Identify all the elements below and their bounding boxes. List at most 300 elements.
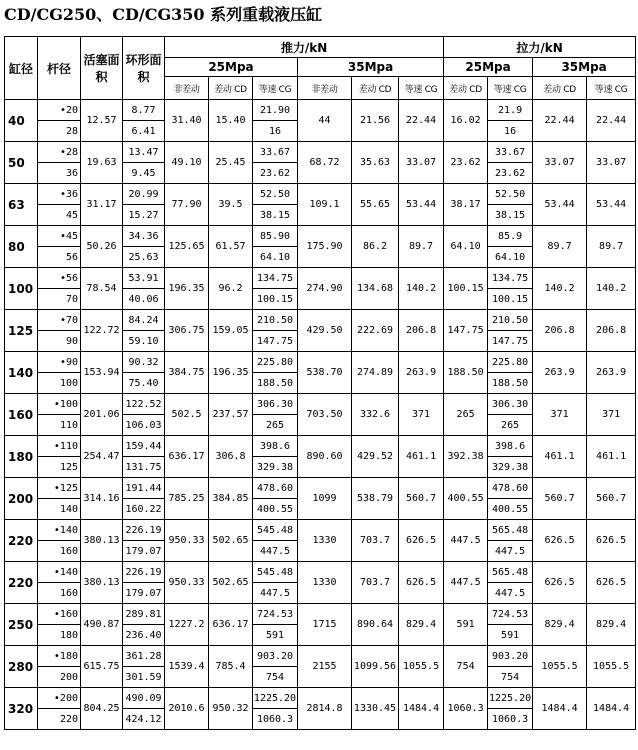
thrust-35-non-diff-cell: 2155	[298, 646, 352, 688]
annulus-area-cell: 179.07	[123, 541, 165, 562]
annulus-area-cell: 490.09	[123, 688, 165, 709]
thrust-25-eq-cg-cell: 903.20	[253, 646, 298, 667]
pull-35-diff-cd-cell: 626.5	[533, 562, 587, 604]
annulus-area-cell: 25.63	[123, 247, 165, 268]
header-pull: 拉力/kN	[444, 37, 636, 58]
thrust-25-eq-cg-cell: 754	[253, 667, 298, 688]
thrust-25-non-diff-cell: 49.10	[165, 142, 209, 184]
thrust-35-diff-cd-cell: 703.7	[352, 562, 399, 604]
thrust-35-diff-cd-cell: 1099.56	[352, 646, 399, 688]
thrust-35-eq-cg-cell: 1484.4	[399, 688, 444, 730]
piston-area-cell: 804.25	[81, 688, 123, 730]
thrust-25-eq-cg-cell: 478.60	[253, 478, 298, 499]
table-row	[5, 268, 636, 289]
rod-cell: •90	[38, 352, 81, 373]
pull-25-eq-cg-cell: 23.62	[488, 163, 533, 184]
pull-25-diff-cd-cell: 400.55	[444, 478, 488, 520]
table-row	[5, 562, 636, 583]
thrust-25-non-diff-cell: 950.33	[165, 562, 209, 604]
header-p35-diff-cd: 差动 CD	[533, 77, 587, 100]
thrust-25-diff-cd-cell: 306.8	[209, 436, 253, 478]
annulus-area-cell: 131.75	[123, 457, 165, 478]
thrust-35-diff-cd-cell: 429.52	[352, 436, 399, 478]
thrust-35-non-diff-cell: 1330	[298, 562, 352, 604]
thrust-35-eq-cg-cell: 461.1	[399, 436, 444, 478]
table-row	[5, 100, 636, 121]
table-row	[5, 688, 636, 709]
pull-35-eq-cg-cell: 1055.5	[587, 646, 636, 688]
pull-35-diff-cd-cell: 626.5	[533, 520, 587, 562]
bore-cell: 280	[5, 646, 38, 688]
thrust-25-non-diff-cell: 950.33	[165, 520, 209, 562]
rod-cell: •56	[38, 268, 81, 289]
thrust-25-diff-cd-cell: 196.35	[209, 352, 253, 394]
pull-35-eq-cg-cell: 371	[587, 394, 636, 436]
pull-25-diff-cd-cell: 265	[444, 394, 488, 436]
table-row	[5, 604, 636, 625]
thrust-25-diff-cd-cell: 785.4	[209, 646, 253, 688]
rod-cell: •180	[38, 646, 81, 667]
thrust-25-eq-cg-cell: 447.5	[253, 583, 298, 604]
annulus-area-cell: 289.81	[123, 604, 165, 625]
pull-35-eq-cg-cell: 1484.4	[587, 688, 636, 730]
bore-cell: 200	[5, 478, 38, 520]
header-annulus-area: 环形面积	[123, 37, 165, 100]
table-row	[5, 226, 636, 247]
thrust-25-eq-cg-cell: 225.80	[253, 352, 298, 373]
thrust-25-diff-cd-cell: 25.45	[209, 142, 253, 184]
rod-cell: •140	[38, 562, 81, 583]
table-row	[5, 310, 636, 331]
thrust-25-diff-cd-cell: 61.57	[209, 226, 253, 268]
pull-25-eq-cg-cell: 134.75	[488, 268, 533, 289]
thrust-25-eq-cg-cell: 447.5	[253, 541, 298, 562]
thrust-25-non-diff-cell: 306.75	[165, 310, 209, 352]
rod-cell: •110	[38, 436, 81, 457]
pull-25-diff-cd-cell: 147.75	[444, 310, 488, 352]
thrust-35-eq-cg-cell: 371	[399, 394, 444, 436]
thrust-25-eq-cg-cell: 306.30	[253, 394, 298, 415]
thrust-25-diff-cd-cell: 15.40	[209, 100, 253, 142]
pull-25-eq-cg-cell: 64.10	[488, 247, 533, 268]
pull-35-eq-cg-cell: 22.44	[587, 100, 636, 142]
page-title: CD/CG250、CD/CG350 系列重载液压缸	[4, 5, 323, 24]
pull-35-diff-cd-cell: 371	[533, 394, 587, 436]
thrust-25-non-diff-cell: 31.40	[165, 100, 209, 142]
thrust-25-eq-cg-cell: 16	[253, 121, 298, 142]
rod-cell: •140	[38, 520, 81, 541]
header-t25-eq-cg: 等速 CG	[253, 77, 298, 100]
thrust-35-diff-cd-cell: 538.79	[352, 478, 399, 520]
header-t25-diff-cd: 差动 CD	[209, 77, 253, 100]
pull-25-eq-cg-cell: 903.20	[488, 646, 533, 667]
annulus-area-cell: 226.19	[123, 520, 165, 541]
annulus-area-cell: 15.27	[123, 205, 165, 226]
piston-area-cell: 78.54	[81, 268, 123, 310]
thrust-25-eq-cg-cell: 591	[253, 625, 298, 646]
thrust-25-eq-cg-cell: 147.75	[253, 331, 298, 352]
pull-35-eq-cg-cell: 626.5	[587, 562, 636, 604]
thrust-35-diff-cd-cell: 55.65	[352, 184, 399, 226]
rod-cell: 160	[38, 541, 81, 562]
thrust-25-eq-cg-cell: 545.48	[253, 562, 298, 583]
annulus-area-cell: 20.99	[123, 184, 165, 205]
thrust-25-non-diff-cell: 785.25	[165, 478, 209, 520]
pull-25-diff-cd-cell: 188.50	[444, 352, 488, 394]
bore-cell: 63	[5, 184, 38, 226]
rod-cell: •20	[38, 100, 81, 121]
pull-25-eq-cg-cell: 16	[488, 121, 533, 142]
pull-25-eq-cg-cell: 225.80	[488, 352, 533, 373]
pull-35-diff-cd-cell: 1055.5	[533, 646, 587, 688]
bore-cell: 180	[5, 436, 38, 478]
annulus-area-cell: 40.06	[123, 289, 165, 310]
rod-cell: 125	[38, 457, 81, 478]
thrust-25-eq-cg-cell: 100.15	[253, 289, 298, 310]
pull-35-eq-cg-cell: 626.5	[587, 520, 636, 562]
pull-25-eq-cg-cell: 447.5	[488, 583, 533, 604]
thrust-25-eq-cg-cell: 724.53	[253, 604, 298, 625]
thrust-25-diff-cd-cell: 159.05	[209, 310, 253, 352]
piston-area-cell: 31.17	[81, 184, 123, 226]
header-pull-25mpa: 25Mpa	[444, 58, 533, 77]
thrust-35-diff-cd-cell: 890.64	[352, 604, 399, 646]
pull-25-eq-cg-cell: 33.67	[488, 142, 533, 163]
thrust-35-non-diff-cell: 274.90	[298, 268, 352, 310]
annulus-area-cell: 179.07	[123, 583, 165, 604]
thrust-35-non-diff-cell: 538.70	[298, 352, 352, 394]
cylinder-spec-table	[4, 36, 636, 730]
header-t25-non-diff: 非差动	[165, 77, 209, 100]
thrust-25-eq-cg-cell: 85.90	[253, 226, 298, 247]
thrust-25-non-diff-cell: 1539.4	[165, 646, 209, 688]
pull-25-eq-cg-cell: 478.60	[488, 478, 533, 499]
annulus-area-cell: 301.59	[123, 667, 165, 688]
header-p35-eq-cg: 等速 CG	[587, 77, 636, 100]
annulus-area-cell: 160.22	[123, 499, 165, 520]
rod-cell: •28	[38, 142, 81, 163]
thrust-35-diff-cd-cell: 21.56	[352, 100, 399, 142]
thrust-25-eq-cg-cell: 210.50	[253, 310, 298, 331]
pull-25-eq-cg-cell: 52.50	[488, 184, 533, 205]
rod-cell: 160	[38, 583, 81, 604]
table-row	[5, 478, 636, 499]
pull-35-eq-cg-cell: 263.9	[587, 352, 636, 394]
annulus-area-cell: 122.52	[123, 394, 165, 415]
thrust-35-eq-cg-cell: 22.44	[399, 100, 444, 142]
rod-cell: 70	[38, 289, 81, 310]
annulus-area-cell: 84.24	[123, 310, 165, 331]
pull-25-diff-cd-cell: 754	[444, 646, 488, 688]
thrust-25-eq-cg-cell: 38.15	[253, 205, 298, 226]
pull-35-diff-cd-cell: 206.8	[533, 310, 587, 352]
rod-cell: •200	[38, 688, 81, 709]
piston-area-cell: 380.13	[81, 562, 123, 604]
pull-35-diff-cd-cell: 263.9	[533, 352, 587, 394]
annulus-area-cell: 59.10	[123, 331, 165, 352]
bore-cell: 140	[5, 352, 38, 394]
thrust-35-eq-cg-cell: 626.5	[399, 520, 444, 562]
pull-25-diff-cd-cell: 591	[444, 604, 488, 646]
annulus-area-cell: 191.44	[123, 478, 165, 499]
piston-area-cell: 615.75	[81, 646, 123, 688]
pull-35-diff-cd-cell: 140.2	[533, 268, 587, 310]
thrust-25-diff-cd-cell: 96.2	[209, 268, 253, 310]
pull-35-diff-cd-cell: 22.44	[533, 100, 587, 142]
thrust-35-diff-cd-cell: 274.89	[352, 352, 399, 394]
pull-25-eq-cg-cell: 329.38	[488, 457, 533, 478]
pull-35-diff-cd-cell: 53.44	[533, 184, 587, 226]
pull-25-diff-cd-cell: 447.5	[444, 520, 488, 562]
thrust-35-non-diff-cell: 2814.8	[298, 688, 352, 730]
pull-25-eq-cg-cell: 1225.20	[488, 688, 533, 709]
pull-25-diff-cd-cell: 100.15	[444, 268, 488, 310]
rod-cell: •36	[38, 184, 81, 205]
header-pull-35mpa: 35Mpa	[533, 58, 636, 77]
bore-cell: 40	[5, 100, 38, 142]
piston-area-cell: 19.63	[81, 142, 123, 184]
piston-area-cell: 153.94	[81, 352, 123, 394]
bore-cell: 80	[5, 226, 38, 268]
thrust-35-non-diff-cell: 68.72	[298, 142, 352, 184]
pull-25-eq-cg-cell: 724.53	[488, 604, 533, 625]
pull-25-eq-cg-cell: 210.50	[488, 310, 533, 331]
thrust-35-eq-cg-cell: 140.2	[399, 268, 444, 310]
table-header	[5, 37, 636, 100]
thrust-25-eq-cg-cell: 1060.3	[253, 709, 298, 730]
rod-cell: 56	[38, 247, 81, 268]
thrust-35-diff-cd-cell: 703.7	[352, 520, 399, 562]
annulus-area-cell: 75.40	[123, 373, 165, 394]
pull-25-diff-cd-cell: 64.10	[444, 226, 488, 268]
piston-area-cell: 490.87	[81, 604, 123, 646]
header-p25-diff-cd: 差动 CD	[444, 77, 488, 100]
thrust-35-diff-cd-cell: 222.69	[352, 310, 399, 352]
annulus-area-cell: 236.40	[123, 625, 165, 646]
rod-cell: 200	[38, 667, 81, 688]
thrust-35-diff-cd-cell: 86.2	[352, 226, 399, 268]
pull-25-diff-cd-cell: 23.62	[444, 142, 488, 184]
thrust-25-non-diff-cell: 2010.6	[165, 688, 209, 730]
piston-area-cell: 254.47	[81, 436, 123, 478]
bore-cell: 320	[5, 688, 38, 730]
pull-35-diff-cd-cell: 89.7	[533, 226, 587, 268]
rod-cell: 180	[38, 625, 81, 646]
rod-cell: 110	[38, 415, 81, 436]
annulus-area-cell: 226.19	[123, 562, 165, 583]
table-row	[5, 520, 636, 541]
table-row	[5, 646, 636, 667]
thrust-25-diff-cd-cell: 636.17	[209, 604, 253, 646]
pull-25-eq-cg-cell: 400.55	[488, 499, 533, 520]
header-thrust-35mpa: 35Mpa	[298, 58, 444, 77]
rod-cell: 28	[38, 121, 81, 142]
header-p25-eq-cg: 等速 CG	[488, 77, 533, 100]
bore-cell: 100	[5, 268, 38, 310]
pull-25-eq-cg-cell: 447.5	[488, 541, 533, 562]
pull-25-eq-cg-cell: 565.48	[488, 562, 533, 583]
annulus-area-cell: 106.03	[123, 415, 165, 436]
thrust-35-non-diff-cell: 703.50	[298, 394, 352, 436]
bore-cell: 250	[5, 604, 38, 646]
header-t35-non-diff: 非差动	[298, 77, 352, 100]
pull-25-eq-cg-cell: 1060.3	[488, 709, 533, 730]
pull-35-diff-cd-cell: 33.07	[533, 142, 587, 184]
pull-25-eq-cg-cell: 100.15	[488, 289, 533, 310]
thrust-35-eq-cg-cell: 53.44	[399, 184, 444, 226]
thrust-25-diff-cd-cell: 237.57	[209, 394, 253, 436]
header-bore: 缸径	[5, 37, 38, 100]
pull-35-eq-cg-cell: 89.7	[587, 226, 636, 268]
thrust-35-non-diff-cell: 175.90	[298, 226, 352, 268]
bore-cell: 160	[5, 394, 38, 436]
table-row	[5, 142, 636, 163]
piston-area-cell: 314.16	[81, 478, 123, 520]
table-row	[5, 352, 636, 373]
annulus-area-cell: 34.36	[123, 226, 165, 247]
thrust-35-non-diff-cell: 429.50	[298, 310, 352, 352]
annulus-area-cell: 8.77	[123, 100, 165, 121]
header-piston-area: 活塞面积	[81, 37, 123, 100]
thrust-25-eq-cg-cell: 52.50	[253, 184, 298, 205]
thrust-25-non-diff-cell: 196.35	[165, 268, 209, 310]
thrust-25-non-diff-cell: 384.75	[165, 352, 209, 394]
rod-cell: •160	[38, 604, 81, 625]
rod-cell: 100	[38, 373, 81, 394]
annulus-area-cell: 6.41	[123, 121, 165, 142]
thrust-35-non-diff-cell: 109.1	[298, 184, 352, 226]
annulus-area-cell: 13.47	[123, 142, 165, 163]
rod-cell: •70	[38, 310, 81, 331]
pull-35-eq-cg-cell: 140.2	[587, 268, 636, 310]
thrust-25-eq-cg-cell: 23.62	[253, 163, 298, 184]
rod-cell: 140	[38, 499, 81, 520]
pull-25-eq-cg-cell: 265	[488, 415, 533, 436]
thrust-25-eq-cg-cell: 188.50	[253, 373, 298, 394]
thrust-35-eq-cg-cell: 33.07	[399, 142, 444, 184]
pull-25-eq-cg-cell: 21.9	[488, 100, 533, 121]
thrust-25-eq-cg-cell: 1225.20	[253, 688, 298, 709]
rod-cell: 45	[38, 205, 81, 226]
rod-cell: •45	[38, 226, 81, 247]
thrust-35-eq-cg-cell: 263.9	[399, 352, 444, 394]
header-rod: 杆径	[38, 37, 81, 100]
thrust-35-eq-cg-cell: 1055.5	[399, 646, 444, 688]
thrust-25-non-diff-cell: 125.65	[165, 226, 209, 268]
pull-25-eq-cg-cell: 591	[488, 625, 533, 646]
thrust-35-eq-cg-cell: 829.4	[399, 604, 444, 646]
annulus-area-cell: 9.45	[123, 163, 165, 184]
thrust-25-diff-cd-cell: 502.65	[209, 562, 253, 604]
pull-25-diff-cd-cell: 16.02	[444, 100, 488, 142]
pull-35-eq-cg-cell: 560.7	[587, 478, 636, 520]
pull-25-eq-cg-cell: 565.48	[488, 520, 533, 541]
thrust-25-non-diff-cell: 636.17	[165, 436, 209, 478]
pull-35-eq-cg-cell: 829.4	[587, 604, 636, 646]
piston-area-cell: 122.72	[81, 310, 123, 352]
header-thrust-25mpa: 25Mpa	[165, 58, 298, 77]
rod-cell: •125	[38, 478, 81, 499]
table-body	[5, 100, 636, 730]
thrust-35-eq-cg-cell: 89.7	[399, 226, 444, 268]
piston-area-cell: 201.06	[81, 394, 123, 436]
bore-cell: 220	[5, 562, 38, 604]
pull-35-eq-cg-cell: 461.1	[587, 436, 636, 478]
thrust-25-diff-cd-cell: 502.65	[209, 520, 253, 562]
pull-25-eq-cg-cell: 38.15	[488, 205, 533, 226]
pull-35-diff-cd-cell: 461.1	[533, 436, 587, 478]
thrust-25-eq-cg-cell: 33.67	[253, 142, 298, 163]
annulus-area-cell: 53.91	[123, 268, 165, 289]
thrust-35-non-diff-cell: 1715	[298, 604, 352, 646]
thrust-25-diff-cd-cell: 384.85	[209, 478, 253, 520]
thrust-35-diff-cd-cell: 332.6	[352, 394, 399, 436]
table-row	[5, 394, 636, 415]
pull-35-eq-cg-cell: 206.8	[587, 310, 636, 352]
thrust-25-eq-cg-cell: 398.6	[253, 436, 298, 457]
pull-35-eq-cg-cell: 33.07	[587, 142, 636, 184]
piston-area-cell: 380.13	[81, 520, 123, 562]
pull-25-eq-cg-cell: 398.6	[488, 436, 533, 457]
thrust-35-diff-cd-cell: 134.68	[352, 268, 399, 310]
piston-area-cell: 50.26	[81, 226, 123, 268]
thrust-35-eq-cg-cell: 626.5	[399, 562, 444, 604]
header-t35-diff-cd: 差动 CD	[352, 77, 399, 100]
thrust-25-non-diff-cell: 77.90	[165, 184, 209, 226]
pull-25-diff-cd-cell: 447.5	[444, 562, 488, 604]
thrust-35-diff-cd-cell: 35.63	[352, 142, 399, 184]
thrust-25-eq-cg-cell: 329.38	[253, 457, 298, 478]
pull-25-diff-cd-cell: 38.17	[444, 184, 488, 226]
annulus-area-cell: 361.28	[123, 646, 165, 667]
pull-25-eq-cg-cell: 188.50	[488, 373, 533, 394]
annulus-area-cell: 424.12	[123, 709, 165, 730]
bore-cell: 220	[5, 520, 38, 562]
pull-25-eq-cg-cell: 754	[488, 667, 533, 688]
header-thrust: 推力/kN	[165, 37, 444, 58]
rod-cell: 36	[38, 163, 81, 184]
thrust-35-non-diff-cell: 1330	[298, 520, 352, 562]
pull-25-eq-cg-cell: 85.9	[488, 226, 533, 247]
thrust-25-non-diff-cell: 502.5	[165, 394, 209, 436]
thrust-35-eq-cg-cell: 206.8	[399, 310, 444, 352]
pull-25-eq-cg-cell: 147.75	[488, 331, 533, 352]
thrust-25-non-diff-cell: 1227.2	[165, 604, 209, 646]
pull-35-diff-cd-cell: 829.4	[533, 604, 587, 646]
pull-35-diff-cd-cell: 1484.4	[533, 688, 587, 730]
bore-cell: 50	[5, 142, 38, 184]
pull-35-eq-cg-cell: 53.44	[587, 184, 636, 226]
thrust-25-eq-cg-cell: 134.75	[253, 268, 298, 289]
rod-cell: •100	[38, 394, 81, 415]
table-row	[5, 184, 636, 205]
table-row	[5, 436, 636, 457]
thrust-25-eq-cg-cell: 21.90	[253, 100, 298, 121]
thrust-35-diff-cd-cell: 1330.45	[352, 688, 399, 730]
thrust-35-non-diff-cell: 1099	[298, 478, 352, 520]
annulus-area-cell: 159.44	[123, 436, 165, 457]
pull-25-diff-cd-cell: 1060.3	[444, 688, 488, 730]
piston-area-cell: 12.57	[81, 100, 123, 142]
pull-25-diff-cd-cell: 392.38	[444, 436, 488, 478]
annulus-area-cell: 90.32	[123, 352, 165, 373]
bore-cell: 125	[5, 310, 38, 352]
thrust-25-eq-cg-cell: 545.48	[253, 520, 298, 541]
thrust-25-diff-cd-cell: 950.32	[209, 688, 253, 730]
pull-35-diff-cd-cell: 560.7	[533, 478, 587, 520]
thrust-25-eq-cg-cell: 265	[253, 415, 298, 436]
rod-cell: 90	[38, 331, 81, 352]
